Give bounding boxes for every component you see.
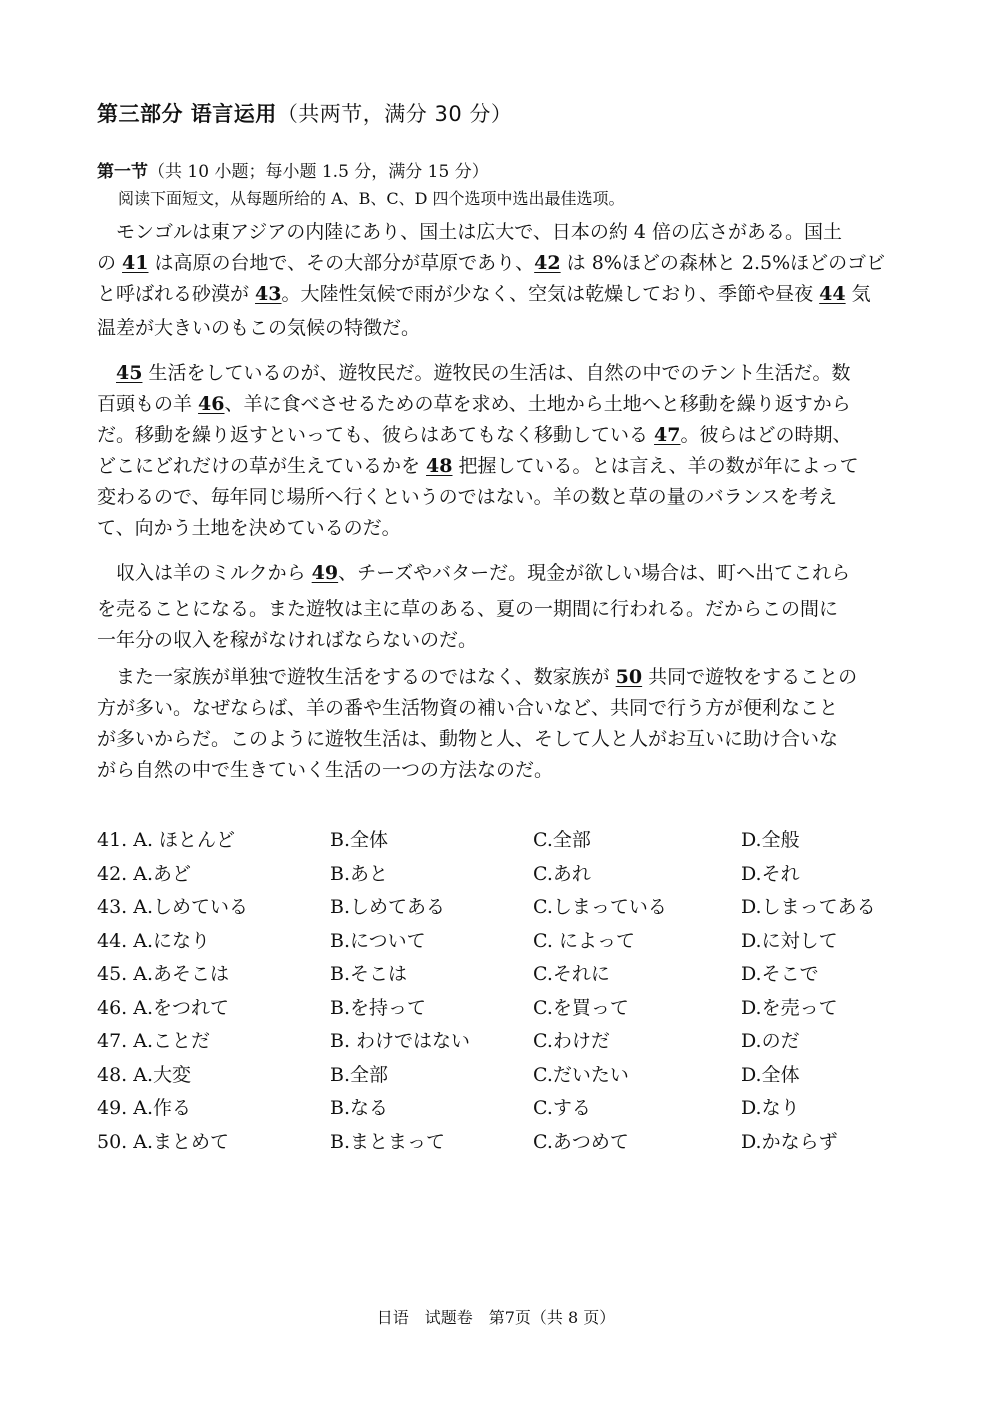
option-c: C.あつめて: [533, 1130, 629, 1153]
option-a: 46. A.をつれて: [97, 996, 230, 1019]
text-segment: 生活をしているのが、遊牧民だ。遊牧民の生活は、自然の中でのテント生活だ。数: [142, 362, 851, 384]
text-segment: どこにどれだけの草が生えているかを: [97, 455, 427, 477]
passage-paragraph-4: [97, 662, 907, 786]
passage-line: [97, 279, 907, 310]
passage-paragraph-3: [97, 558, 907, 656]
option-d: D.かならず: [741, 1130, 838, 1153]
option-c: C.だいたい: [533, 1063, 629, 1086]
passage-line: [97, 451, 907, 482]
option-d: D.全体: [741, 1063, 800, 1086]
text-segment: と呼ばれる砂漠が: [97, 283, 256, 305]
text-segment: 気: [845, 283, 871, 305]
blank-47: 47: [654, 424, 681, 446]
text-segment: だ。移動を繰り返すといっても、彼らはあてもなく移動している: [97, 424, 655, 446]
text-segment: 。彼らはどの時期、: [680, 424, 852, 446]
passage-line: [97, 358, 907, 389]
blank-50: 50: [615, 666, 643, 688]
option-b: B.全部: [330, 1063, 389, 1086]
part-title-main: 第三部分 语言运用: [97, 102, 277, 126]
text-segment: また一家族が単独で遊牧生活をするのではなく、数家族が: [116, 666, 616, 688]
option-c: C.を買って: [533, 996, 629, 1019]
text-segment: 、チーズやバターだ。現金が欲しい場合は、町へ出てこれら: [338, 562, 851, 584]
option-d: D.のだ: [741, 1030, 800, 1052]
answer-options: [97, 824, 897, 1159]
passage-line: [97, 389, 907, 420]
option-b: B.まとまって: [330, 1130, 446, 1153]
option-c: C.する: [533, 1097, 591, 1119]
question-row: [97, 1092, 897, 1126]
section-title-main: 第一节: [97, 162, 148, 182]
text-segment: 百頭もの羊: [97, 393, 199, 415]
passage-line: 方が多い。なぜならば、羊の番や生活物資の補い合いなど、共同で行う方が便利なこと: [97, 697, 839, 719]
option-a: 48. A.大変: [97, 1063, 192, 1086]
text-segment: 、羊に食べさせるための草を求め、土地から土地へと移動を繰り返すから: [224, 393, 851, 415]
option-d: D.全般: [741, 829, 800, 851]
option-b: B.なる: [330, 1097, 389, 1119]
option-b: B.あと: [330, 862, 389, 885]
blank-48: 48: [426, 455, 453, 477]
question-row: [97, 824, 897, 858]
option-a: 43. A.しめている: [97, 896, 249, 918]
option-b: B.について: [330, 929, 426, 952]
option-a: 42. A.あど: [97, 862, 192, 885]
option-b: B.を持って: [330, 996, 427, 1019]
question-row: [97, 958, 897, 992]
option-d: D.それ: [741, 862, 800, 885]
passage-line: 変わるので、毎年同じ場所へ行くというのではない。羊の数と草の量のバランスを考え: [97, 486, 838, 508]
option-a: 50. A.まとめて: [97, 1130, 230, 1153]
section-title-sub: （共 10 小题；每小题 1.5 分，满分 15 分）: [148, 162, 489, 182]
blank-45: 45: [116, 362, 143, 384]
text-segment: 把握している。とは言え、羊の数が年によって: [452, 455, 859, 477]
passage-line: て、向かう土地を決めているのだ。: [97, 517, 401, 539]
option-a: 41. A. ほとんど: [97, 829, 236, 851]
passage-line: が多いからだ。このように遊牧生活は、動物と人、そして人と人がお互いに助け合いな: [97, 728, 839, 750]
option-d: D.に対して: [741, 929, 838, 952]
option-d: D.しまってある: [741, 896, 876, 918]
option-d: D.そこで: [741, 963, 819, 985]
option-a: 49. A.作る: [97, 1097, 192, 1119]
page-footer: 日语 试题卷 第7页（共 8 页）: [376, 1308, 616, 1327]
passage-line: [97, 248, 907, 279]
text-segment: 収入は羊のミルクから: [116, 562, 312, 584]
part-title-sub: （共两节，满分 30 分）: [276, 102, 513, 126]
blank-41: 41: [122, 252, 149, 274]
question-row: [97, 891, 897, 925]
question-row: [97, 1126, 897, 1160]
option-d: D.を売って: [741, 996, 838, 1019]
instruction: 阅读下面短文，从每题所给的 A、B、C、D 四个选项中选出最佳选项。: [118, 189, 625, 208]
blank-43: 43: [255, 283, 282, 305]
option-c: C.わけだ: [533, 1030, 610, 1052]
question-row: [97, 992, 897, 1026]
passage-line: モンゴルは東アジアの内陸にあり、国土は広大で、日本の約 4 倍の広さがある。国土: [116, 221, 843, 243]
question-row: [97, 1025, 897, 1059]
passage-paragraph-2: [97, 358, 907, 544]
passage-line: [97, 420, 907, 451]
text-segment: は 8%ほどの森林と 2.5%ほどのゴビ: [560, 252, 886, 274]
option-a: 47. A.ことだ: [97, 1030, 211, 1052]
option-b: B.全体: [330, 829, 389, 851]
option-b: B. わけではない: [330, 1030, 471, 1052]
question-row: [97, 858, 897, 892]
option-b: B.そこは: [330, 963, 408, 985]
passage-line: 温差が大きいのもこの気候の特徴だ。: [97, 317, 421, 339]
option-c: C.しまっている: [533, 896, 667, 918]
option-c: C.あれ: [533, 862, 591, 885]
option-d: D.なり: [741, 1097, 800, 1119]
option-c: C.全部: [533, 829, 591, 851]
passage-line: がら自然の中で生きていく生活の一つの方法なのだ。: [97, 759, 554, 781]
blank-46: 46: [198, 393, 225, 415]
text-segment: は高原の台地で、その大部分が草原であり、: [148, 252, 535, 274]
option-a: 44. A.になり: [97, 929, 211, 952]
option-a: 45. A.あそこは: [97, 963, 230, 985]
passage-line: 一年分の収入を稼がなければならないのだ。: [97, 629, 478, 651]
option-c: C. によって: [533, 929, 635, 952]
text-segment: の: [97, 252, 123, 274]
option-b: B.しめてある: [330, 896, 446, 918]
blank-42: 42: [534, 252, 561, 274]
text-segment: 。大陸性気候で雨が少なく、空気は乾燥しており、季節や昼夜: [281, 283, 820, 305]
passage-line: [97, 662, 907, 693]
blank-49: 49: [311, 562, 339, 584]
passage-line: [97, 558, 907, 589]
section-title: [97, 157, 489, 182]
passage-paragraph-1: [97, 217, 907, 344]
blank-44: 44: [819, 283, 846, 305]
part-title: [97, 98, 512, 128]
passage-line: を売ることになる。また遊牧は主に草のある、夏の一期間に行われる。だからこの間に: [97, 598, 839, 620]
question-row: [97, 1059, 897, 1093]
question-row: [97, 925, 897, 959]
text-segment: 共同で遊牧をすることの: [642, 666, 858, 688]
option-c: C.それに: [533, 963, 610, 985]
